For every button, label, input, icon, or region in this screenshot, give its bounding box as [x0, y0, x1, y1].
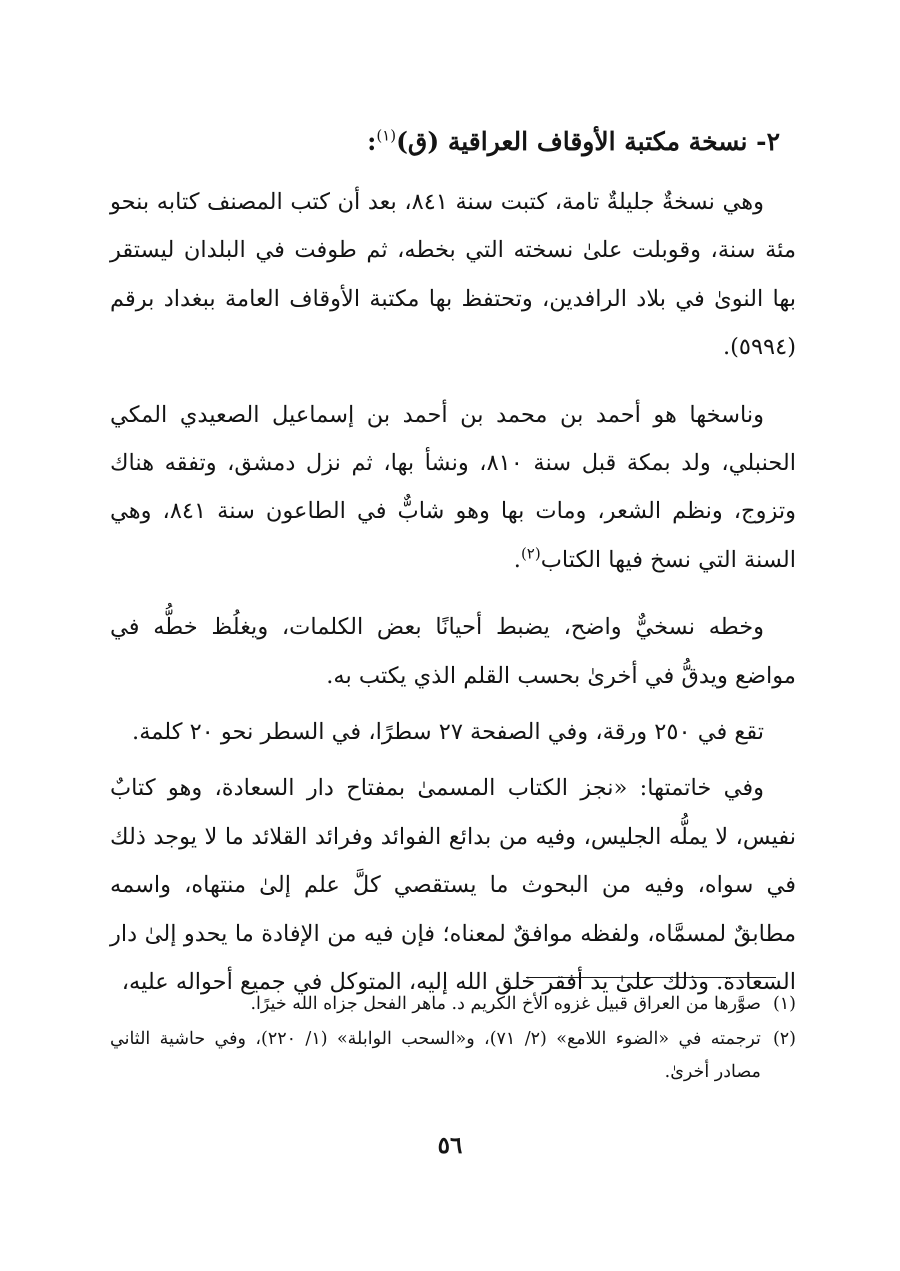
body-text: [110, 178, 796, 1026]
footnote-reference-1: (١): [376, 126, 397, 145]
paragraph-text: وهي نسخةٌ جليلةٌ تامة، كتبت سنة ٨٤١، بعد أن كتب المصنف كتابه بنحو مئة سنة، وقوبلت علىٰ نسخته التي بخطه، ثم طوفت في البلدان ليستقر بها النوىٰ في بلاد الرافدين، وتحتفظ بها مكتبة الأوقاف العامة ببغداد برقم (٥٩٩٤).: [110, 189, 796, 361]
paragraph-colophon: [110, 764, 796, 1006]
footnote-1: [110, 988, 796, 1021]
heading-colon: :: [367, 127, 377, 156]
paragraph-text: وفي خاتمتها: «نجز الكتاب المسمىٰ بمفتاح دار السعادة، وهو كتابٌ نفيس، لا يملُّه الجليس، وفيه من بدائع الفوائد وفرائد القلائد ما لا يوجد ذلك في سواه، وفيه من البحوث ما يستقصي كلَّ علم إلىٰ منتهاه، واسمه مطابقٌ لمسمَّاه، ولفظه موافقٌ لمعناه؛ فإن فيه من الإفادة ما يحدو إلىٰ دار السعادة. وذلك علىٰ يد أفقر خلق الله إليه، المتوكل في جميع أحواله عليه،: [110, 775, 796, 996]
paragraph-text: وناسخها هو أحمد بن محمد بن أحمد بن إسماعيل الصعيدي المكي الحنبلي، ولد بمكة قبل سنة ٨١٠، ونشأ بها، ثم نزل دمشق، وتفقه هناك وتزوج، ونظم الشعر، ومات بها وهو شابٌّ في الطاعون سنة ٨٤١، وهي السنة التي نسخ فيها الكتاب: [110, 401, 797, 573]
paragraph-end-mark: .: [513, 546, 521, 573]
paragraph-text: تقع في ٢٥٠ ورقة، وفي الصفحة ٢٧ سطرًا، في السطر نحو ٢٠ كلمة.: [132, 719, 764, 746]
footnote-number: (١): [772, 994, 796, 1014]
section-heading: [110, 120, 780, 164]
paragraph-text: وخطه نسخيٌّ واضح، يضبط أحيانًا بعض الكلمات، ويغلُظ خطُّه في مواضع ويدقُّ في أخرىٰ بحسب القلم الذي يكتب به.: [110, 614, 796, 689]
heading-text: ٢- نسخة مكتبة الأوقاف العراقية (ق): [396, 127, 780, 156]
footnote-text: ترجمته في «الضوء اللامع» (٢/ ٧١)، و«السحب الوابلة» (١/ ٢٢٠)، وفي حاشية الثاني مصادر أخرىٰ.: [110, 1029, 761, 1082]
paragraph-size: [110, 708, 796, 756]
paragraph-copyist: [110, 391, 796, 585]
footnote-text: صوَّرها من العراق قبيل غزوه الأخ الكريم د. ماهر الفحل جزاه الله خيرًا.: [250, 994, 761, 1014]
footnotes: [110, 988, 796, 1091]
footnote-separator: [526, 977, 776, 978]
footnote-reference-2: (٢): [520, 544, 541, 563]
paragraph-handwriting: [110, 603, 796, 700]
paragraph-manuscript-description: [110, 178, 796, 372]
page-number: ٥٦: [437, 1132, 463, 1159]
footnote-2: [110, 1023, 796, 1089]
footnote-number: (٢): [772, 1029, 796, 1049]
